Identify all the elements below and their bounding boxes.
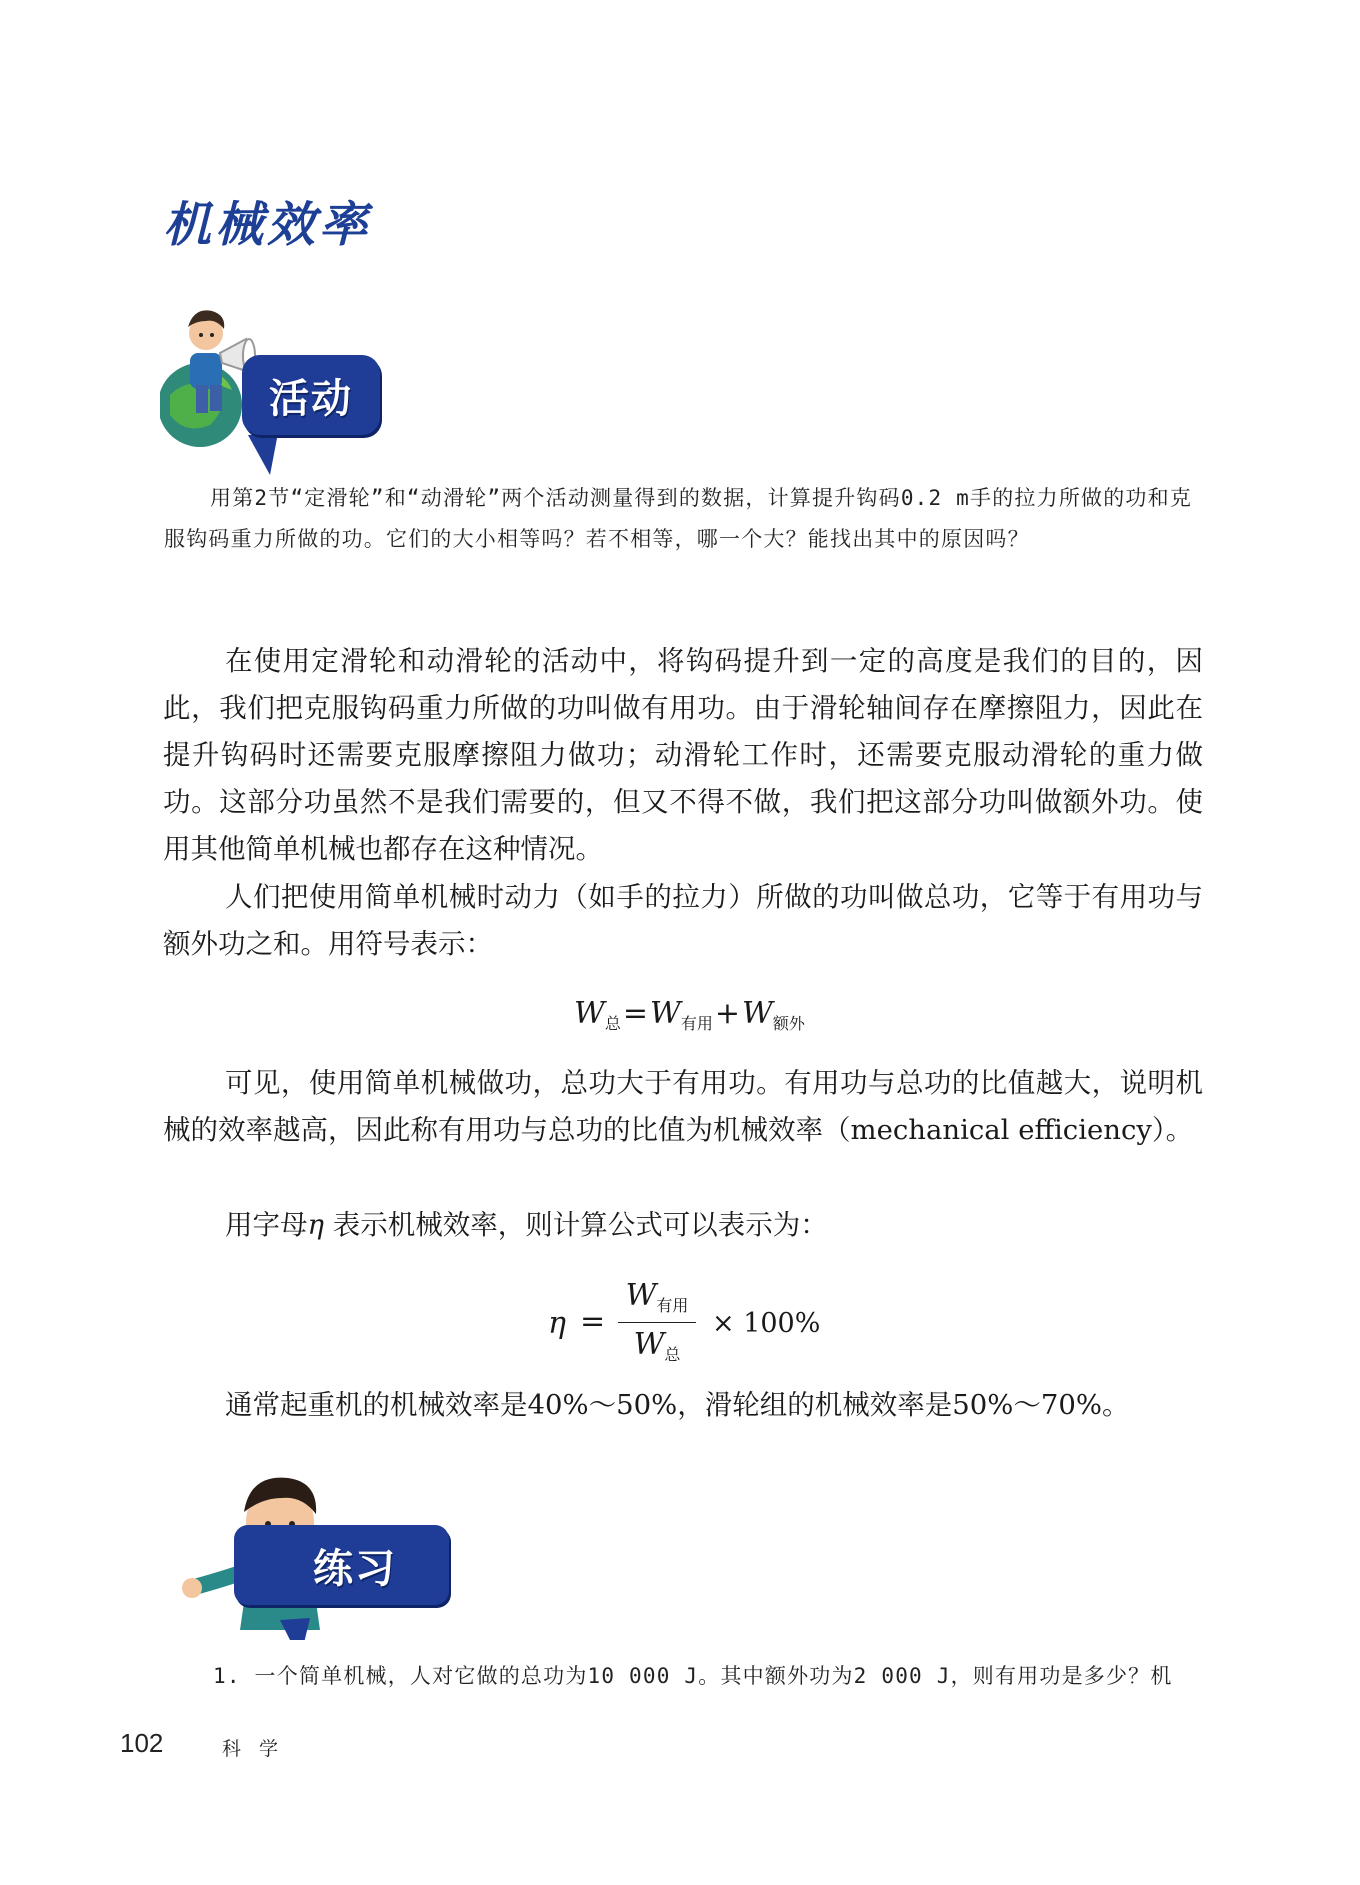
eta-symbol: η	[307, 1209, 324, 1241]
subscript-total: 总	[664, 1345, 681, 1364]
page-number: 102	[120, 1728, 164, 1758]
page-title: 机械效率	[163, 197, 372, 253]
plus-sign: +	[714, 996, 740, 1031]
subscript-extra: 额外	[772, 1014, 805, 1033]
fraction-numerator	[618, 1278, 696, 1318]
eta-intro-before: 用字母	[225, 1209, 308, 1241]
w-symbol: W	[742, 996, 773, 1031]
paragraph-typical-efficiency: 通常起重机的机械效率是40%～50%，滑轮组的机械效率是50%～70%。	[225, 1389, 1130, 1421]
w-symbol: W	[633, 1327, 665, 1362]
w-symbol: W	[650, 996, 681, 1031]
formula-total-work	[574, 996, 805, 1034]
fraction-bar	[618, 1322, 696, 1323]
exercise-label: 练习	[313, 1545, 397, 1592]
fraction-denominator	[618, 1327, 696, 1365]
subscript-useful: 有用	[656, 1296, 689, 1315]
subscript-useful: 有用	[680, 1014, 713, 1033]
eta-intro-after: 表示机械效率，则计算公式可以表示为：	[323, 1209, 828, 1241]
equals-sign: =	[622, 996, 648, 1031]
w-symbol: W	[574, 996, 605, 1031]
exercise-item-1: 1. 一个简单机械，人对它做的总功为10 000 J。其中额外功为2 000 J，则有用功是多少？机	[213, 1664, 1173, 1688]
fraction	[618, 1278, 696, 1365]
eta-symbol: η	[548, 1306, 566, 1341]
activity-text: 用第2节“定滑轮”和“动滑轮”两个活动测量得到的数据，计算提升钩码0.2 m手的拉力所做的功和克服钩码重力所做的功。它们的大小相等吗？若不相等，哪一个大？能找出其中的原因吗？	[164, 486, 1193, 551]
activity-label: 活动	[269, 375, 353, 422]
activity-banner	[242, 355, 380, 435]
paragraph-useful-work: 在使用定滑轮和动滑轮的活动中，将钩码提升到一定的高度是我们的目的，因此，我们把克服钩码重力所做的功叫做有用功。由于滑轮轴间存在摩擦阻力，因此在提升钩码时还需要克服摩擦阻力做功；动滑轮工作时，还需要克服动滑轮的重力做功。这部分功虽然不是我们需要的，但又不得不做，我们把这部分功叫做额外功。使用其他简单机械也都存在这种情况。	[163, 645, 1203, 865]
paragraph-efficiency-definition: 可见，使用简单机械做功，总功大于有用功。有用功与总功的比值越大，说明机械的效率越高，因此称有用功与总功的比值为机械效率（mechanical efficiency）。	[163, 1067, 1203, 1146]
subject-label: 科 学	[222, 1738, 285, 1760]
activity-header	[160, 295, 390, 475]
w-symbol: W	[625, 1278, 657, 1313]
equals-sign: =	[580, 1304, 606, 1339]
subscript-total: 总	[604, 1014, 621, 1033]
formula-efficiency	[548, 1278, 848, 1378]
times-100-percent: × 100%	[712, 1308, 821, 1339]
paragraph-total-work: 人们把使用简单机械时动力（如手的拉力）所做的功叫做总功，它等于有用功与额外功之和。用符号表示：	[163, 881, 1203, 960]
paragraph-eta-intro	[163, 1202, 1203, 1249]
exercise-header	[170, 1460, 460, 1640]
exercise-banner	[234, 1525, 449, 1605]
